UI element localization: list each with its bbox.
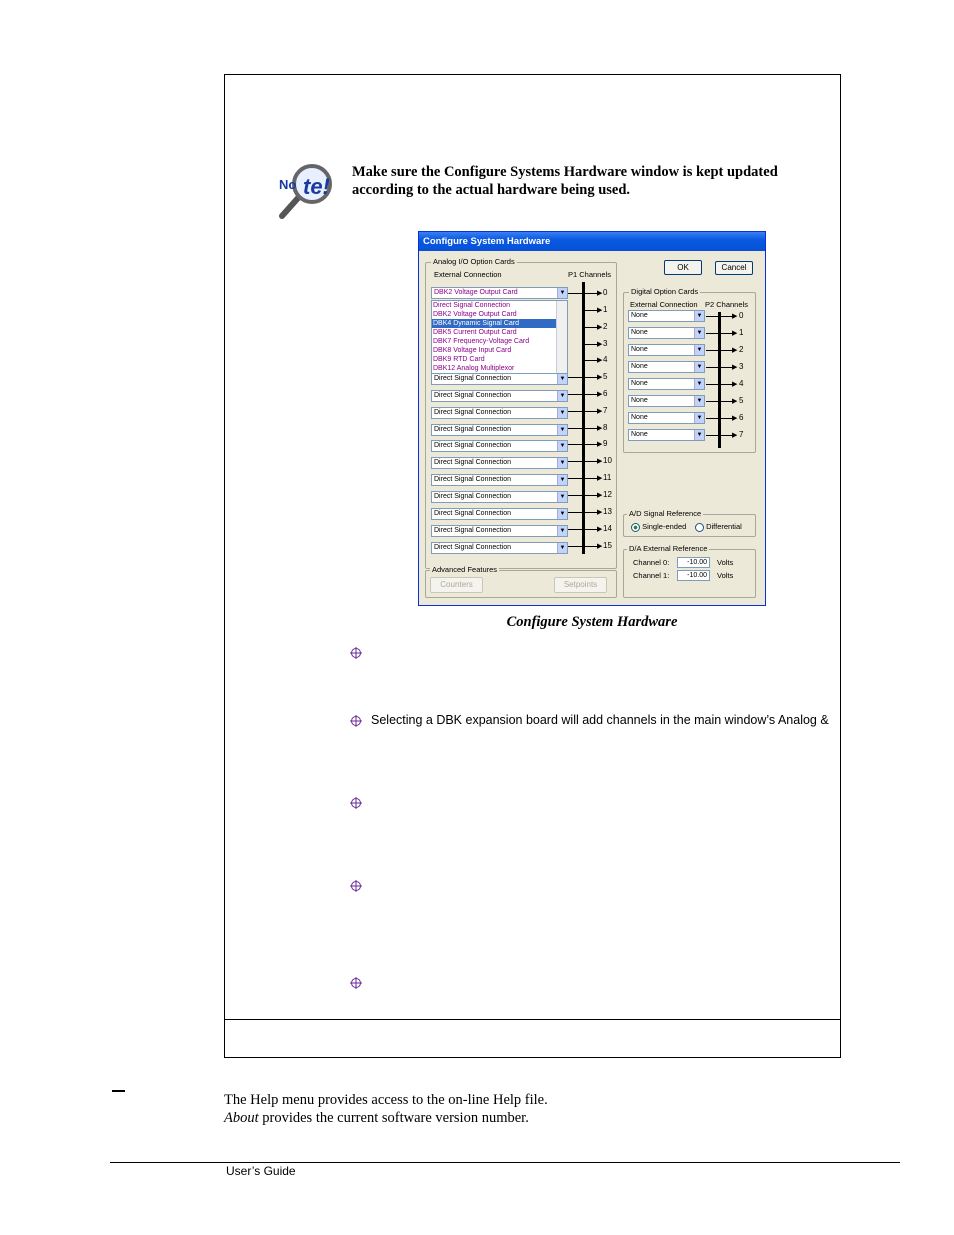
dropdown-item-selected[interactable]: DBK4 Dynamic Signal Card xyxy=(432,319,567,328)
p2-channel-number: 0 xyxy=(739,311,744,320)
arrow-head-icon: ▶ xyxy=(597,391,603,398)
digital-combo-0[interactable]: None xyxy=(628,310,705,322)
arrow-head-icon: ▶ xyxy=(732,415,738,422)
chevron-down-icon[interactable]: ▼ xyxy=(557,492,567,502)
p1-channel-number: 3 xyxy=(603,339,608,348)
note-line-2: according to the actual hardware being used. xyxy=(352,182,631,198)
radio-empty-icon xyxy=(695,523,704,532)
channel1-volts: Volts xyxy=(717,571,734,580)
chevron-down-icon[interactable]: ▼ xyxy=(557,391,567,401)
p2-channel-number: 4 xyxy=(739,379,744,388)
chevron-down-icon[interactable]: ▼ xyxy=(557,543,567,553)
p1-channels-label: P1 Channels xyxy=(568,270,611,279)
channel0-volts: Volts xyxy=(717,558,734,567)
arrow-head-icon: ▶ xyxy=(597,441,603,448)
arrow-head-icon: ▶ xyxy=(597,526,603,533)
dropdown-item[interactable]: DBK9 RTD Card xyxy=(433,356,485,363)
analog-combo-11[interactable]: Direct Signal Connection xyxy=(431,474,568,486)
help-paragraph-1: The Help menu provides access to the on-line Help file. xyxy=(224,1092,548,1108)
crosshair-bullet-icon xyxy=(350,646,362,658)
chevron-down-icon[interactable]: ▼ xyxy=(694,430,704,440)
chevron-down-icon[interactable]: ▼ xyxy=(557,441,567,451)
figure-caption: Configure System Hardware xyxy=(506,614,678,630)
arrow-head-icon: ▶ xyxy=(597,307,603,314)
analog-combo-13[interactable]: Direct Signal Connection xyxy=(431,508,568,520)
dropdown-item[interactable]: Direct Signal Connection xyxy=(433,302,511,309)
radio-selected-icon xyxy=(631,523,640,532)
external-connection-label: External Connection xyxy=(434,270,502,279)
arrow-head-icon: ▶ xyxy=(732,364,738,371)
dropdown-item[interactable]: DBK5 Current Output Card xyxy=(433,329,517,336)
chevron-down-icon[interactable]: ▼ xyxy=(557,475,567,485)
note-text xyxy=(352,163,822,199)
analog-group-label: Analog I/O Option Cards xyxy=(433,257,515,266)
crosshair-bullet-icon xyxy=(350,976,362,988)
connector-line xyxy=(568,377,582,378)
analog-combo-5[interactable]: Direct Signal Connection xyxy=(431,373,568,385)
connector-line xyxy=(706,333,718,334)
cancel-button[interactable]: Cancel xyxy=(715,261,753,275)
p1-channel-number: 2 xyxy=(603,322,608,331)
p2-channel-number: 5 xyxy=(739,396,744,405)
arrow-head-icon: ▶ xyxy=(732,330,738,337)
digital-combo-4[interactable]: None xyxy=(628,378,705,390)
box-divider xyxy=(224,1019,841,1020)
dropdown-item[interactable]: DBK8 Voltage Input Card xyxy=(433,347,512,354)
crosshair-bullet-icon xyxy=(350,714,362,726)
connector-line xyxy=(568,394,582,395)
differential-label: Differential xyxy=(706,522,742,531)
crosshair-bullet-icon xyxy=(350,879,362,891)
p1-channel-number: 8 xyxy=(603,423,608,432)
connector-line xyxy=(706,435,718,436)
p1-channel-number: 13 xyxy=(603,507,612,516)
arrow-head-icon: ▶ xyxy=(597,290,603,297)
connector-line xyxy=(568,495,582,496)
connector-line xyxy=(568,461,582,462)
p1-channel-number: 10 xyxy=(603,456,612,465)
digital-combo-2[interactable]: None xyxy=(628,344,705,356)
analog-combo-10[interactable]: Direct Signal Connection xyxy=(431,457,568,469)
connector-line xyxy=(568,529,582,530)
chevron-down-icon[interactable]: ▼ xyxy=(694,311,704,321)
svg-text:te!: te! xyxy=(303,174,330,199)
analog-combo-12[interactable]: Direct Signal Connection xyxy=(431,491,568,503)
dropdown-item[interactable]: DBK2 Voltage Output Card xyxy=(433,311,517,318)
da-ref-label: D/A External Reference xyxy=(629,544,708,553)
chevron-down-icon[interactable]: ▼ xyxy=(694,328,704,338)
digital-combo-3[interactable]: None xyxy=(628,361,705,373)
p1-channel-number: 15 xyxy=(603,541,612,550)
about-italic: About xyxy=(224,1110,259,1126)
connector-line xyxy=(706,350,718,351)
p1-channel-number: 0 xyxy=(603,288,608,297)
chevron-down-icon[interactable]: ▼ xyxy=(557,425,567,435)
chevron-down-icon[interactable]: ▼ xyxy=(694,362,704,372)
connector-line xyxy=(706,401,718,402)
analog-combo-6[interactable]: Direct Signal Connection xyxy=(431,390,568,402)
help-paragraph-2 xyxy=(224,1110,529,1127)
single-ended-label: Single-ended xyxy=(642,522,687,531)
chevron-down-icon[interactable]: ▼ xyxy=(557,408,567,418)
p2-channel-number: 2 xyxy=(739,345,744,354)
arrow-head-icon: ▶ xyxy=(597,357,603,364)
p2-channel-number: 1 xyxy=(739,328,744,337)
digital-combo-1[interactable]: None xyxy=(628,327,705,339)
about-rest: provides the current software version number. xyxy=(258,1110,529,1126)
bullet-text: Selecting a DBK expansion board will add channels in the main window’s Analog & xyxy=(371,713,829,727)
analog-dropdown-list[interactable] xyxy=(431,300,568,375)
arrow-head-icon: ▶ xyxy=(597,408,603,415)
advanced-label: Advanced Features xyxy=(432,565,498,574)
chevron-down-icon[interactable]: ▼ xyxy=(694,345,704,355)
digital-group-label: Digital Option Cards xyxy=(631,287,699,296)
analog-combo-15[interactable]: Direct Signal Connection xyxy=(431,542,568,554)
arrow-head-icon: ▶ xyxy=(732,313,738,320)
channel0-label: Channel 0: xyxy=(633,558,670,567)
p1-channel-number: 7 xyxy=(603,406,608,415)
arrow-head-icon: ▶ xyxy=(597,341,603,348)
dropdown-item[interactable]: DBK7 Frequency-Voltage Card xyxy=(433,338,530,345)
ok-button[interactable]: OK xyxy=(664,260,702,275)
connector-line xyxy=(568,512,582,513)
arrow-head-icon: ▶ xyxy=(597,458,603,465)
channel0-input[interactable]: -10.00 xyxy=(677,557,710,568)
arrow-head-icon: ▶ xyxy=(732,347,738,354)
chevron-down-icon[interactable]: ▼ xyxy=(557,288,567,298)
connector-line xyxy=(706,384,718,385)
dialog-title-bar: Configure System Hardware xyxy=(419,232,765,251)
analog-combo-8[interactable]: Direct Signal Connection xyxy=(431,424,568,436)
chevron-down-icon[interactable]: ▼ xyxy=(694,413,704,423)
arrow-head-icon: ▶ xyxy=(597,492,603,499)
analog-combo-7[interactable]: Direct Signal Connection xyxy=(431,407,568,419)
connector-line xyxy=(568,293,582,294)
connector-line xyxy=(568,478,582,479)
arrow-head-icon: ▶ xyxy=(732,432,738,439)
p1-channel-number: 9 xyxy=(603,439,608,448)
counters-button[interactable]: Counters xyxy=(430,577,483,593)
dropdown-item[interactable]: DBK12 Analog Multiplexor xyxy=(433,365,515,372)
connector-line xyxy=(568,428,582,429)
digital-combo-5[interactable]: None xyxy=(628,395,705,407)
channel1-input[interactable]: -10.00 xyxy=(677,570,710,581)
arrow-head-icon: ▶ xyxy=(597,475,603,482)
p1-channel-number: 4 xyxy=(603,355,608,364)
digital-combo-7[interactable]: None xyxy=(628,429,705,441)
connector-line xyxy=(706,367,718,368)
arrow-head-icon: ▶ xyxy=(597,509,603,516)
p1-bus-line xyxy=(582,282,585,554)
analog-combo-14[interactable]: Direct Signal Connection xyxy=(431,525,568,537)
footer-rule xyxy=(110,1162,900,1163)
analog-combo-9[interactable]: Direct Signal Connection xyxy=(431,440,568,452)
p1-channel-number: 1 xyxy=(603,305,608,314)
p2-channel-number: 6 xyxy=(739,413,744,422)
arrow-head-icon: ▶ xyxy=(597,425,603,432)
differential-radio[interactable] xyxy=(695,522,742,532)
arrow-head-icon: ▶ xyxy=(732,398,738,405)
chevron-down-icon[interactable]: ▼ xyxy=(557,458,567,468)
note-line-1: Make sure the Configure Systems Hardware window is kept updated xyxy=(352,164,778,180)
p1-channel-number: 5 xyxy=(603,372,608,381)
p2-channels-label: P2 Channels xyxy=(705,300,748,309)
p1-channel-number: 14 xyxy=(603,524,612,533)
p2-channel-number: 3 xyxy=(739,362,744,371)
chevron-down-icon[interactable]: ▼ xyxy=(557,374,567,384)
single-ended-radio[interactable] xyxy=(631,522,686,532)
note-magnifier-icon xyxy=(276,162,338,220)
connector-line xyxy=(706,418,718,419)
connector-line xyxy=(568,444,582,445)
channel1-label: Channel 1: xyxy=(633,571,670,580)
p1-channel-number: 6 xyxy=(603,389,608,398)
p1-channel-number: 12 xyxy=(603,490,612,499)
chevron-down-icon[interactable]: ▼ xyxy=(694,379,704,389)
connector-line xyxy=(568,411,582,412)
chevron-down-icon[interactable]: ▼ xyxy=(557,526,567,536)
section-dash xyxy=(112,1090,125,1092)
arrow-head-icon: ▶ xyxy=(597,543,603,550)
connector-line xyxy=(706,316,718,317)
arrow-head-icon: ▶ xyxy=(732,381,738,388)
crosshair-bullet-icon xyxy=(350,796,362,808)
arrow-head-icon: ▶ xyxy=(597,374,603,381)
dropdown-scrollbar[interactable] xyxy=(556,301,567,374)
ad-ref-label: A/D Signal Reference xyxy=(629,509,702,518)
p1-channel-number: 11 xyxy=(603,473,612,482)
digital-external-label: External Connection xyxy=(630,300,698,309)
svg-text:No: No xyxy=(279,177,297,192)
setpoints-button[interactable]: Setpoints xyxy=(554,577,607,593)
chevron-down-icon[interactable]: ▼ xyxy=(557,509,567,519)
chevron-down-icon[interactable]: ▼ xyxy=(694,396,704,406)
analog-combo-0[interactable]: DBK2 Voltage Output Card xyxy=(431,287,568,299)
digital-combo-6[interactable]: None xyxy=(628,412,705,424)
connector-line xyxy=(568,546,582,547)
arrow-head-icon: ▶ xyxy=(597,324,603,331)
p2-channel-number: 7 xyxy=(739,430,744,439)
footer-text: User’s Guide xyxy=(226,1164,296,1178)
configure-system-hardware-dialog xyxy=(418,231,766,606)
